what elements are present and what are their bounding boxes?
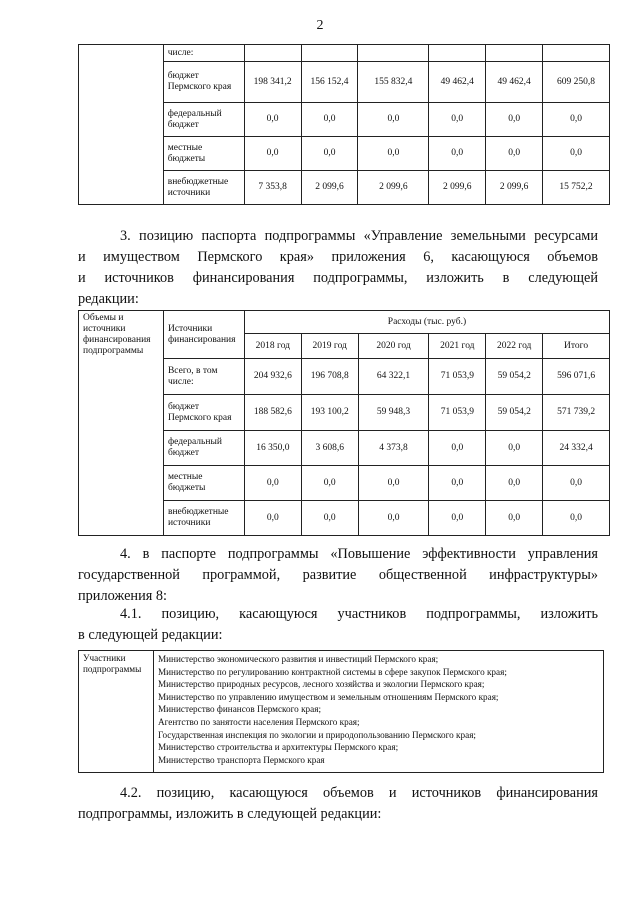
value-cell: 15 752,2 [543, 171, 610, 205]
value-cell: 4 373,8 [358, 431, 429, 466]
value-cell [358, 45, 429, 62]
empty-cell [79, 45, 164, 205]
paragraph-4-line3: приложения 8: [78, 588, 167, 604]
row-label: федеральный бюджет [163, 431, 244, 466]
paragraph-4-1: 4.1. позицию, касающуюся участников подпрограммы, изложить [120, 606, 598, 622]
list-item: Министерство строительства и архитектуры Пермского края; [157, 742, 399, 753]
participants-table [78, 650, 604, 773]
value-cell: 0,0 [486, 431, 543, 466]
row-label: внебюджетные источники [163, 171, 244, 205]
value-cell: 0,0 [301, 501, 358, 536]
year-header: 2019 год [301, 334, 358, 359]
value-cell [301, 45, 358, 62]
value-cell: 49 462,4 [429, 62, 486, 103]
value-cell: 0,0 [429, 501, 486, 536]
value-cell: 198 341,2 [244, 62, 301, 103]
value-cell: 59 948,3 [358, 395, 429, 431]
value-cell: 609 250,8 [543, 62, 610, 103]
value-cell: 188 582,6 [244, 395, 301, 431]
row-label: внебюджетные источники [163, 501, 244, 536]
value-cell: 0,0 [301, 466, 358, 501]
page-number: 2 [316, 18, 324, 33]
value-cell: 16 350,0 [244, 431, 301, 466]
list-item: Агентство по занятости населения Пермского края; [157, 716, 360, 727]
value-cell: 193 100,2 [301, 395, 358, 431]
paragraph-3-line4: редакции: [78, 291, 139, 307]
value-cell: 0,0 [429, 431, 486, 466]
value-cell: 2 099,6 [358, 171, 429, 205]
paragraph-3-line2: и имуществом Пермского края» приложения 6, касающуюся объемов [78, 249, 598, 265]
value-cell: 0,0 [358, 501, 429, 536]
value-cell: 64 322,1 [358, 359, 429, 395]
value-cell: 596 071,6 [543, 359, 610, 395]
value-cell: 59 054,2 [486, 395, 543, 431]
value-cell: 71 053,9 [429, 359, 486, 395]
value-cell: 0,0 [486, 103, 543, 137]
value-cell: 0,0 [543, 466, 610, 501]
value-cell: 156 152,4 [301, 62, 358, 103]
value-cell: 204 932,6 [244, 359, 301, 395]
value-cell: 2 099,6 [486, 171, 543, 205]
row-label: местные бюджеты [163, 466, 244, 501]
paragraph-4-1-line2: в следующей редакции: [78, 627, 223, 643]
value-cell: 0,0 [358, 137, 429, 171]
value-cell: 0,0 [429, 466, 486, 501]
value-cell: 0,0 [301, 103, 358, 137]
financing-table-continued [78, 44, 610, 205]
row-label: федеральный бюджет [163, 103, 244, 137]
year-header: 2018 год [244, 334, 301, 359]
year-header: Итого [543, 334, 610, 359]
value-cell: 196 708,8 [301, 359, 358, 395]
value-cell: 0,0 [244, 137, 301, 171]
value-cell: 2 099,6 [429, 171, 486, 205]
value-cell [486, 45, 543, 62]
value-cell: 2 099,6 [301, 171, 358, 205]
list-item: Министерство природных ресурсов, лесного хозяйства и экологии Пермского края; [157, 679, 485, 690]
value-cell: 0,0 [543, 501, 610, 536]
list-item: Министерство по регулированию контрактной системы в сфере закупок Пермского края; [157, 666, 507, 677]
value-cell: 0,0 [301, 137, 358, 171]
paragraph-3-line3: и источников финансирования подпрограммы, изложить в следующей [78, 270, 598, 286]
list-item: Министерство экономического развития и инвестиций Пермского края; [157, 654, 439, 664]
value-cell [543, 45, 610, 62]
year-header: 2020 год [358, 334, 429, 359]
value-cell: 571 739,2 [543, 395, 610, 431]
value-cell: 0,0 [358, 103, 429, 137]
list-item: Министерство финансов Пермского края; [157, 704, 321, 715]
row-label: Всего, в том числе: [163, 359, 244, 395]
participants-list [153, 651, 603, 773]
paragraph-3: 3. позицию паспорта подпрограммы «Управление земельными ресурсами [120, 228, 598, 244]
row-label: бюджет Пермского края [163, 62, 244, 103]
value-cell: 71 053,9 [429, 395, 486, 431]
paragraph-4-2-line2: подпрограммы, изложить в следующей редакции: [78, 806, 382, 822]
row-label: местные бюджеты [163, 137, 244, 171]
year-header: 2022 год [486, 334, 543, 359]
value-cell: 0,0 [486, 466, 543, 501]
value-cell: 0,0 [543, 103, 610, 137]
value-cell: 49 462,4 [486, 62, 543, 103]
list-item: Государственная инспекция по экологии и природопользованию Пермского края; [157, 729, 476, 740]
value-cell: 24 332,4 [543, 431, 610, 466]
value-cell: 0,0 [244, 103, 301, 137]
value-cell: 7 353,8 [244, 171, 301, 205]
year-header: 2021 год [429, 334, 486, 359]
value-cell [244, 45, 301, 62]
value-cell: 0,0 [244, 466, 301, 501]
participants-label: Участники подпрограммы [79, 651, 154, 773]
row-label: числе: [163, 45, 244, 62]
value-cell: 59 054,2 [486, 359, 543, 395]
value-cell: 0,0 [486, 137, 543, 171]
table-row [79, 45, 610, 62]
value-cell: 0,0 [543, 137, 610, 171]
financing-table [78, 310, 610, 536]
row-label: бюджет Пермского края [163, 395, 244, 431]
list-item: Министерство транспорта Пермского края [157, 754, 325, 765]
paragraph-4: 4. в паспорте подпрограммы «Повышение эффективности управления [120, 546, 598, 562]
value-cell: 0,0 [244, 501, 301, 536]
value-cell: 3 608,6 [301, 431, 358, 466]
paragraph-4-2: 4.2. позицию, касающуюся объемов и источников финансирования [120, 785, 598, 801]
paragraph-4-line2: государственной программой, развитие общественной инфраструктуры» [78, 567, 598, 583]
expenses-header: Расходы (тыс. руб.) [244, 311, 609, 334]
col2-header: Источники финансирования [163, 311, 244, 359]
list-item: Министерство по управлению имуществом и земельным отношениям Пермского края; [157, 691, 499, 702]
value-cell: 0,0 [429, 103, 486, 137]
value-cell: 0,0 [429, 137, 486, 171]
value-cell [429, 45, 486, 62]
value-cell: 155 832,4 [358, 62, 429, 103]
col1-header: Объемы и источники финансирования подпрограммы [79, 311, 164, 536]
value-cell: 0,0 [486, 501, 543, 536]
value-cell: 0,0 [358, 466, 429, 501]
